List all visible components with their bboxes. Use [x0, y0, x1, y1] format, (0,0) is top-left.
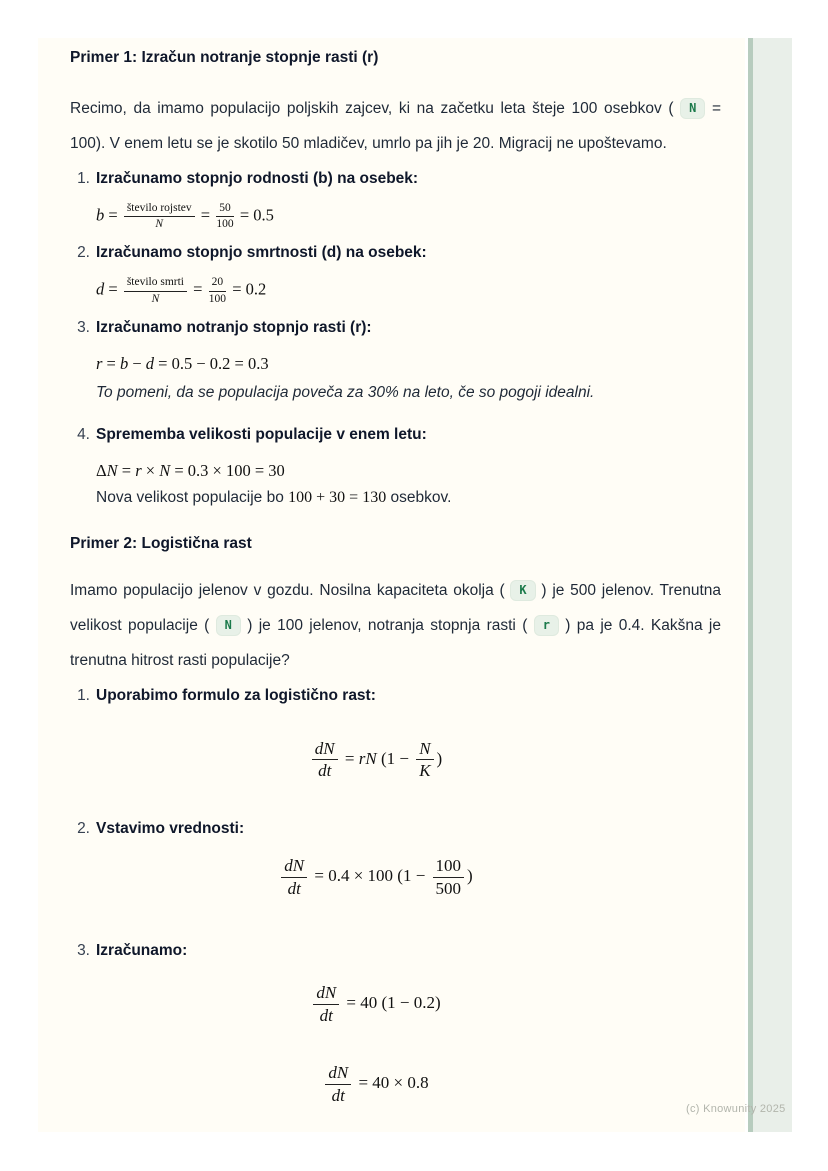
formula-birth-rate: b = $\frac{\text{število rojstev}}{N}$ = $\frac{50}{100}$ = 0.5 [96, 202, 274, 231]
section2-title: Primer 2: Logistična rast [70, 534, 252, 552]
fraction: $\frac{N}{K}$ [416, 739, 433, 781]
intro-text: ) pa je 0.4. Kakšna je trenutna hitrost rasti populacije? [70, 616, 721, 669]
growth-rate-note: To pomeni, da se populacija poveča za 30% na leto, če so pogoji idealni. [96, 383, 595, 401]
fraction: $\frac{dN}{dt}$ [325, 1063, 351, 1105]
note-math: 100 + 30 = 130 [288, 488, 387, 506]
intro-text: = 100). V enem letu se je skotilo 50 mladičev, umrlo pa jih je 20. Migracij ne upoštevamo. [70, 100, 722, 152]
list-item-heading: Izračunamo stopnjo rodnosti (b) na osebek: [96, 170, 419, 187]
fraction: $\frac{dN}{dt}$ [281, 856, 307, 898]
list-item [70, 243, 721, 262]
intro-text: ) je 100 jelenov, notranja stopnja rasti ( [240, 616, 534, 634]
fraction: $\frac{50}{100}$ [216, 202, 234, 231]
intro-text: ) je 500 jelenov. Trenutna velikost populacije ( [70, 581, 721, 634]
list-item-heading: Izračunamo stopnjo smrtnosti (d) na osebek: [96, 244, 427, 262]
list-marker: 1. [77, 170, 90, 187]
fraction: $\frac{20}{100}$ [208, 276, 226, 305]
formula-values-inserted: $\frac{dN}{dt}$ = 0.4 × 100 (1 − $\frac{100}{500}$ ) [70, 856, 681, 898]
new-population-note [96, 486, 721, 510]
variable-badge-n: N [680, 98, 705, 119]
formula-logistic-growth: $\frac{dN}{dt}$ = rN (1 − $\frac{N}{K}$ ) [70, 739, 681, 781]
formula-calculation-step2: $\frac{dN}{dt}$ = 40 × 0.8 [70, 1063, 681, 1105]
list-item [70, 819, 721, 838]
page-edge-strip [748, 38, 792, 1132]
list-item-heading: Vstavimo vrednosti: [96, 819, 245, 837]
section2-intro-paragraph [70, 573, 721, 678]
list-marker: 3. [77, 318, 90, 336]
list-item-heading: Sprememba velikosti populacije v enem letu: [96, 425, 427, 443]
fraction: $\frac{dN}{dt}$ [313, 983, 339, 1025]
list-marker: 4. [77, 425, 90, 443]
fraction: $\frac{dN}{dt}$ [312, 739, 338, 781]
intro-text: Recimo, da imamo populacijo poljskih zajcev, ki na začetku leta šteje 100 osebkov ( [70, 100, 681, 117]
section1-intro-paragraph [70, 91, 721, 161]
fraction: $\frac{\text{število smrti}}{N}$ [124, 276, 187, 305]
list-item [70, 686, 721, 705]
fraction: $\frac{\text{število rojstev}}{N}$ [124, 202, 195, 231]
fraction: $\frac{100}{500}$ [433, 856, 465, 898]
list-item [70, 941, 721, 960]
formula-death-rate: d = $\frac{\text{število smrti}}{N}$ = $\frac{20}{100}$ = 0.2 [96, 276, 267, 305]
document-page [38, 38, 745, 1132]
formula-growth-rate: r = b − d = 0.5 − 0.2 = 0.3 [96, 353, 269, 373]
variable-badge-r: r [534, 615, 559, 636]
list-marker: 1. [77, 686, 90, 704]
note-text: osebkov. [386, 488, 452, 506]
formula-population-change: ΔN = r × N = 0.3 × 100 = 30 [96, 460, 285, 480]
section1-title: Primer 1: Izračun notranje stopnje rasti (r) [70, 49, 379, 66]
note-text: Nova velikost populacije bo [96, 488, 289, 506]
list-item [70, 425, 721, 444]
list-item-heading: Izračunamo: [96, 942, 188, 960]
list-item [70, 318, 721, 337]
list-item [70, 169, 721, 188]
list-marker: 2. [77, 244, 90, 262]
list-marker: 3. [77, 942, 90, 960]
list-item-heading: Izračunamo notranjo stopnjo rasti (r): [96, 318, 372, 336]
intro-text: Imamo populacijo jelenov v gozdu. Nosilna kapaciteta okolja ( [70, 581, 511, 599]
list-marker: 2. [77, 819, 90, 837]
copyright-watermark: (c) Knowunity 2025 [686, 1103, 786, 1115]
variable-badge-n: N [216, 615, 241, 636]
variable-badge-k: K [510, 580, 535, 601]
formula-calculation-step1: $\frac{dN}{dt}$ = 40 (1 − 0.2) [70, 983, 681, 1025]
list-item-heading: Uporabimo formulo za logistično rast: [96, 686, 376, 704]
